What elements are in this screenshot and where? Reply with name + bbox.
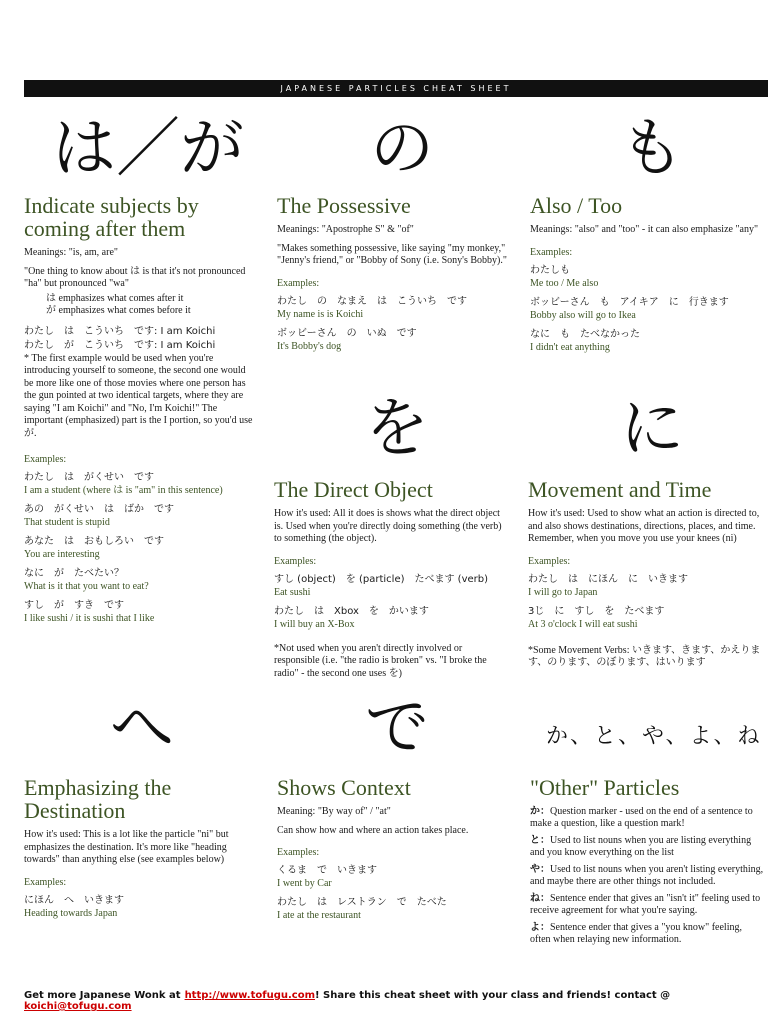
example-jp: 3じ に すし を たべます [528, 605, 665, 617]
description: How it's used: Used to show what an action is directed to, and also shows destinations, directions, places, and time. Remember, when you move you use your knees (ni) [528, 508, 760, 544]
example-en: I ate at the restaurant [277, 910, 361, 921]
example-jp: わたし は にほん に いきます [528, 573, 688, 585]
section-de [277, 776, 512, 928]
note: * The first example would be used when you're introducing yourself to someone, the second one would be more like one of those movies where one person has the gun pointed at two identical targets, where they are saying "I am Koichi" and "No, I'm Koichi!" The important (emphasized) part is the I portion, so you'd use が. [24, 352, 253, 439]
particle-kana: よ： [530, 922, 550, 933]
kana-wo: を [365, 392, 429, 466]
website-link[interactable]: http://www.tofugu.com [184, 990, 315, 1001]
example-jp: あの がくせい は ばか です [24, 504, 174, 515]
particle-desc: Used to list nouns when you aren't listing everything, and maybe there are other things not included. [530, 864, 764, 887]
kana-ni: に [620, 392, 684, 466]
section-heading: Shows Context [277, 775, 411, 800]
description: Can show how and where an action takes place. [277, 824, 469, 836]
example-en: You are interesting [24, 549, 100, 560]
example-jp: すし (object) を (particle) たべます (verb) [274, 573, 489, 585]
particle-desc: Sentence ender that gives a "you know" feeling, often when relaying new information. [530, 922, 742, 945]
example-jp: わたし は がくせい です [24, 472, 154, 483]
examples-label: Examples: [274, 555, 317, 567]
example-en: Heading towards Japan [24, 907, 118, 919]
particle-desc: Used to list nouns when you are listing everything and you know everything on the list [530, 835, 752, 858]
description: How it's used: All it does is shows what the direct object is. Used when you're directly doing something (the verb) to something (the object). [274, 508, 502, 544]
section-heading: The Possessive [277, 193, 411, 218]
meanings: Meanings: "is, am, are" [24, 247, 118, 258]
note: *Not used when you aren't directly involved or responsible (i.e. "the radio is broken" vs. "I broke the radio" - the second one uses を) [274, 642, 487, 679]
particle-ya [530, 864, 764, 887]
section-other [530, 776, 764, 951]
example-en: What is it that you want to eat? [24, 581, 149, 592]
kana-others: か、と、や、よ、ね [546, 724, 762, 749]
particle-yo [530, 922, 764, 945]
example-en: Eat sushi [274, 586, 311, 598]
example-en: That student is stupid [24, 517, 110, 528]
example-en: Me too / Me also [530, 277, 599, 289]
rule-wa: は emphasizes what comes after it [46, 292, 184, 304]
intro: "One thing to know about は is that it's not pronounced "ha" but pronounced "wa" [24, 265, 246, 289]
examples-label: Examples: [277, 847, 320, 858]
note: *Some Movement Verbs: いきます、きます、かえります、のります、のぼります、はいります [528, 644, 761, 668]
example-en: At 3 o'clock I will eat sushi [528, 618, 638, 630]
section-no [277, 194, 512, 359]
example-en: I am a student (where は is "am" in this sentence) [24, 485, 223, 496]
kana-wa-ga: は／が [52, 112, 244, 186]
kana-no: の [370, 112, 434, 186]
example-en: I will buy an X-Box [274, 618, 355, 630]
examples-label: Examples: [24, 876, 67, 888]
footer-text: ! Share this cheat sheet with your class and friends! contact @ [315, 990, 671, 1001]
examples-label: Examples: [277, 277, 320, 289]
example-jp: くるま で いきます [277, 865, 377, 876]
example-en: My name is is Koichi [277, 308, 364, 320]
example-en: I didn't eat anything [530, 341, 610, 353]
particle-kana: と： [530, 835, 550, 846]
example-jp: わたしも [530, 264, 570, 276]
example-en: Bobby also will go to Ikea [530, 309, 636, 321]
particle-to [530, 835, 764, 858]
kana-mo: も [620, 112, 684, 186]
email-link[interactable]: koichi@tofugu.com [24, 1001, 132, 1012]
example-en: It's Bobby's dog [277, 340, 342, 352]
kana-de: で [365, 691, 429, 765]
example-jp: なに が たべたい？ [24, 568, 124, 579]
meanings: Meanings: "Apostrophe S" & "of" [277, 224, 414, 235]
examples-label: Examples: [24, 454, 67, 465]
section-heading: Also / Too [530, 193, 623, 218]
footer [24, 990, 768, 1012]
section-wa-ga [24, 194, 256, 631]
description: How it's used: This is a lot like the particle "ni" but emphasizes the destination. It's more like "heading towards" than anything else (see examples below) [24, 829, 229, 865]
example-jp: わたし の なまえ は こういち です [277, 295, 467, 307]
section-mo [530, 194, 765, 360]
example-jp: あなた は おもしろい です [24, 536, 164, 547]
header-bar: JAPANESE PARTICLES CHEAT SHEET [24, 80, 768, 97]
kana-he: へ [110, 691, 174, 765]
examples-label: Examples: [528, 555, 571, 567]
meanings: Meaning: "By way of" / "at" [277, 806, 391, 817]
examples-label: Examples: [530, 246, 573, 258]
example-en: I will go to Japan [528, 586, 598, 598]
example-jp: わたし は レストラン で たべた [277, 897, 447, 908]
example-jp: にほん へ いきます [24, 894, 124, 906]
example-jp: ボッビーさん の いぬ です [277, 327, 417, 339]
section-heading: Emphasizing the Destination [24, 775, 172, 823]
particle-kana: ね： [530, 893, 550, 904]
example-en: I went by Car [277, 878, 332, 889]
rule-ga: が emphasizes what comes before it [46, 304, 191, 316]
footer-text: Get more Japanese Wonk at [24, 990, 181, 1001]
example-jp: ボッビーさん も アイキア に 行きます [530, 296, 729, 308]
description: "Makes something possessive, like saying "my monkey," "Jenny's friend," or "Bobby of Sony (i.e. Sony's Bobby)." [277, 242, 507, 266]
particle-desc: Sentence ender that gives an "isn't it" feeling used to receive agreement for what you're saying. [530, 893, 761, 916]
particle-kana: か： [530, 806, 550, 817]
particle-kana: や： [530, 864, 550, 875]
example-en: I like sushi / it is sushi that I like [24, 613, 155, 624]
section-heading: Movement and Time [528, 477, 712, 502]
compare-2: わたし が こういち です: I am Koichi [24, 339, 216, 351]
example-jp: わたし は Xbox を かいます [274, 605, 429, 617]
particle-ne [530, 893, 764, 916]
section-heading: Indicate subjects by coming after them [24, 193, 199, 241]
example-jp: なに も たべなかった [530, 328, 640, 340]
particle-desc: Question marker - used on the end of a sentence to make a question, like a question mark! [530, 806, 753, 829]
section-heading: "Other" Particles [530, 775, 680, 800]
section-heading: The Direct Object [274, 477, 433, 502]
meanings: Meanings: "also" and "too" - it can also emphasize "any" [530, 224, 759, 235]
compare-1: わたし は こういち です: I am Koichi [24, 325, 216, 337]
section-he [24, 776, 256, 926]
example-jp: すし が すき です [24, 600, 124, 611]
particle-ka [530, 806, 764, 829]
section-ni [528, 478, 763, 676]
section-wo [274, 478, 509, 686]
